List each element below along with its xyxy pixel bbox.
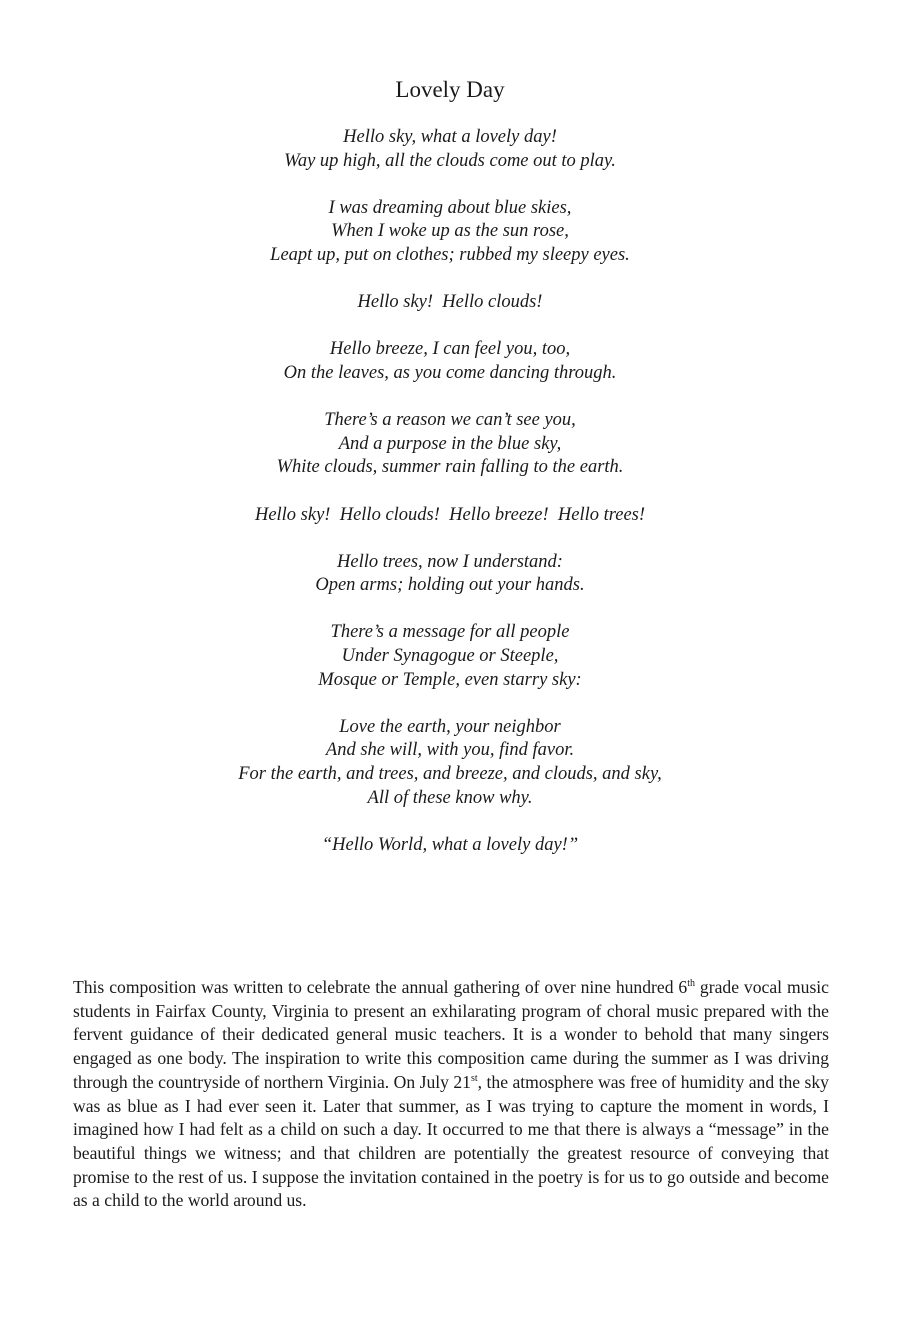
note-text-part-3: , the atmosphere was free of humidity and the sky was as blue as I had ever seen it. Later that summer, as I was trying to capture the moment in words, I imagined how I had felt as a child on such a day. It occurred to me that there is always a “message” in the beautiful things we witness; and that children are potentially the greatest resource of conveying that promise to the rest of us. I suppose the invitation contained in the poetry is for us to go outside and become as a child to the world around us. xyxy=(73,1071,829,1211)
poem-line: Hello breeze, I can feel you, too, xyxy=(329,339,571,360)
poem-line: And a purpose in the blue sky, xyxy=(338,433,562,454)
poem-line: For the earth, and trees, and breeze, and clouds, and sky, xyxy=(238,764,662,785)
ordinal-suffix: st xyxy=(470,1072,478,1084)
poem-line: There’s a reason we can’t see you, xyxy=(324,410,576,431)
stanza-1 xyxy=(0,126,900,173)
stanza-5 xyxy=(0,409,900,480)
poem-line: I was dreaming about blue skies, xyxy=(328,197,572,218)
poem-line: When I woke up as the sun rose, xyxy=(331,221,569,242)
note-text-part-2: grade vocal music students in Fairfax County, Virginia to present an exhilarating program of choral music prepared with the fervent guidance of their dedicated general music teachers. It is a wonder to behold that many singers engaged as one body. The inspiration to write this composition came during the summer as I was driving through the countryside of northern Virginia. On July 21 xyxy=(73,977,829,1092)
stanza-2 xyxy=(0,197,900,268)
poem-line: Leapt up, put on clothes; rubbed my sleepy eyes. xyxy=(270,244,630,265)
poem-line: And she will, with you, find favor. xyxy=(325,740,575,761)
note-text-part-1: This composition was written to celebrate the annual gathering of over nine hundred 6 xyxy=(73,977,688,997)
poem-line: Hello sky! Hello clouds! Hello breeze! Hello trees! xyxy=(254,504,646,525)
poem-line: All of these know why. xyxy=(367,787,533,808)
stanza-9 xyxy=(0,716,900,810)
poem-line: There’s a message for all people xyxy=(330,622,570,643)
stanza-6 xyxy=(0,504,900,528)
poem-title: Lovely Day xyxy=(395,77,505,102)
poem-line: White clouds, summer rain falling to the earth. xyxy=(276,457,624,478)
poem-line: Open arms; holding out your hands. xyxy=(315,575,585,596)
stanza-8 xyxy=(0,621,900,692)
poem-line: Under Synagogue or Steeple, xyxy=(341,646,559,667)
poem-line: Hello trees, now I understand: xyxy=(337,551,563,572)
stanza-10 xyxy=(0,834,900,858)
stanza-7 xyxy=(0,551,900,598)
poem-line: Hello sky! Hello clouds! xyxy=(357,292,543,313)
stanza-4 xyxy=(0,338,900,385)
poem-line: Way up high, all the clouds come out to play. xyxy=(284,150,616,171)
stanza-3 xyxy=(0,291,900,315)
ordinal-suffix: th xyxy=(687,978,695,990)
poem-line: Mosque or Temple, even starry sky: xyxy=(318,669,582,690)
poem-line: On the leaves, as you come dancing through. xyxy=(283,362,617,383)
poem-line: Hello sky, what a lovely day! xyxy=(343,127,557,147)
poem-line: Love the earth, your neighbor xyxy=(339,716,561,737)
poem-body xyxy=(0,126,900,857)
poem-line: “Hello World, what a lovely day!” xyxy=(321,834,579,855)
composition-note xyxy=(73,976,829,1213)
